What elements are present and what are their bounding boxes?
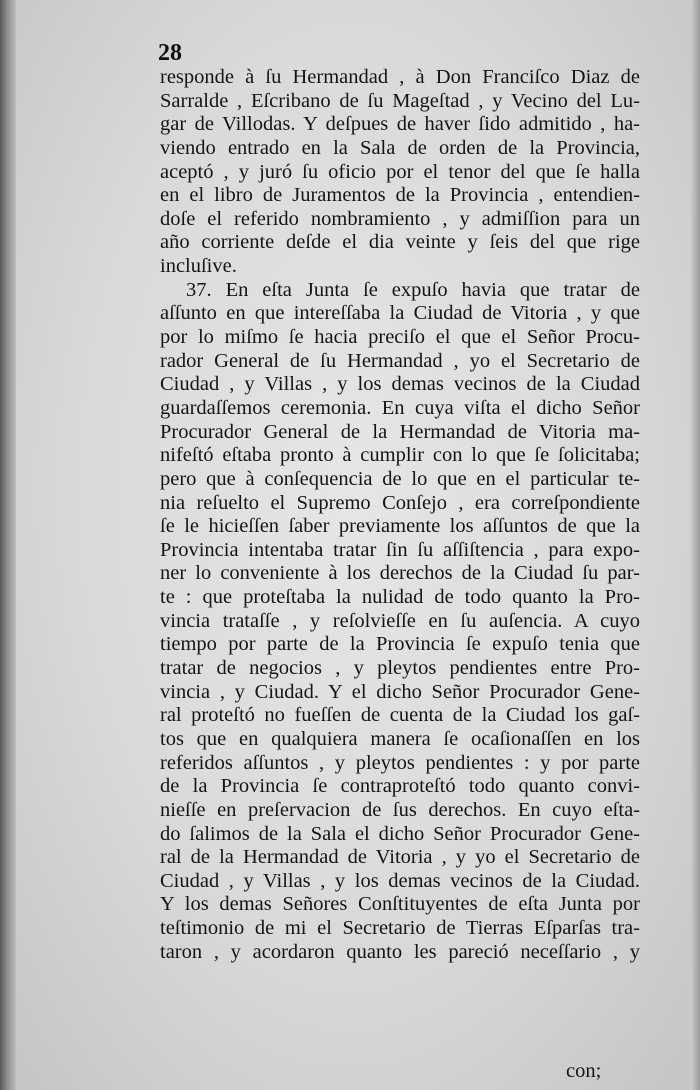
page-binding-shadow [0, 0, 16, 1090]
text-line: do ſalimos de la Sala el dicho Señor Procurador Gene- [160, 822, 640, 845]
text-line: de la Provincia ſe contraproteſtó todo quanto convi- [160, 775, 640, 798]
catchword: con; [566, 1060, 602, 1082]
text-line: tos que en qualquiera manera ſe ocaſionaſſen en los [160, 727, 640, 750]
page-edge-shadow [690, 0, 700, 1090]
text-line: incluſive. [160, 255, 237, 278]
text-line: viendo entrado en la Sala de orden de la Provincia, [160, 136, 640, 159]
text-line: rador General de ſu Hermandad , yo el Secretario de [160, 349, 640, 372]
text-line: ſe le hicieſſen ſaber previamente los aſſuntos de que la [160, 515, 640, 538]
text-line: ral de la Hermandad de Vitoria , y yo el Secretario de [160, 846, 640, 869]
text-line: nieſſe en preſervacion de ſus derechos. En cuyo eſta- [160, 798, 640, 821]
text-line: tiempo por parte de la Provincia ſe expuſo tenia que [160, 633, 640, 656]
text-line: ner lo conveniente à los derechos de la Ciudad ſu par- [160, 562, 640, 585]
text-line: en el libro de Juramentos de la Provincia , entendien- [160, 184, 640, 207]
text-line: Provincia intentaba tratar ſin ſu aſſiſtencia , para expo- [160, 538, 640, 561]
text-line: taron , y acordaron quanto les pareció neceſſario , y [160, 940, 640, 963]
paragraph-start-37: 37. En eſta Junta ſe expuſo havia que tratar de [186, 278, 640, 301]
text-line: nifeſtó eſtaba pronto à cumplir con lo que ſe ſolicitaba; [160, 444, 640, 467]
text-line: año corriente deſde el dia veinte y ſeis del que rige [160, 231, 640, 254]
text-line: ral proteſtó no fueſſen de cuenta de la Ciudad los gaſ- [160, 704, 640, 727]
text-line: gar de Villodas. Y deſpues de haver ſido admitido , ha- [160, 113, 640, 136]
text-line: te : que proteſtaba la nulidad de todo quanto la Pro- [160, 586, 640, 609]
text-line: aſſunto en que intereſſaba la Ciudad de Vitoria , y que [160, 302, 640, 325]
text-line: teſtimonio de mi el Secretario de Tierras Eſparſas tra- [160, 917, 640, 940]
text-line: Ciudad , y Villas , y los demas vecinos de la Ciudad. [160, 869, 640, 892]
text-line: pero que à conſequencia de lo que en el particular te- [160, 467, 640, 490]
body-text [160, 66, 640, 964]
text-line: aceptó , y juró ſu oficio por el tenor del que ſe halla [160, 160, 640, 183]
text-line: vincia trataſſe , y reſolvieſſe en ſu auſencia. A cuyo [160, 609, 640, 632]
text-line: Ciudad , y Villas , y los demas vecinos de la Ciudad [160, 373, 640, 396]
page-number: 28 [158, 40, 182, 66]
text-line: tratar de negocios , y pleytos pendientes entre Pro- [160, 657, 640, 680]
text-line: Procurador General de la Hermandad de Vitoria ma- [160, 420, 640, 443]
text-line: doſe el referido nombramiento , y admiſſion para un [160, 207, 640, 230]
text-line: Y los demas Señores Conſtituyentes de eſta Junta por [160, 893, 640, 916]
text-line: referidos aſſuntos , y pleytos pendientes : y por parte [160, 751, 640, 774]
text-line: por lo miſmo ſe hacia preciſo el que el Señor Procu- [160, 326, 640, 349]
text-line: Sarralde , Eſcribano de ſu Mageſtad , y Vecino del Lu- [160, 89, 640, 112]
text-line: nia reſuelto el Supremo Conſejo , era correſpondiente [160, 491, 640, 514]
text-line: vincia , y Ciudad. Y el dicho Señor Procurador Gene- [160, 680, 640, 703]
text-line: responde à ſu Hermandad , à Don Franciſco Diaz de [160, 66, 640, 88]
text-line: guardaſſemos ceremonia. En cuya viſta el dicho Señor [160, 396, 640, 419]
